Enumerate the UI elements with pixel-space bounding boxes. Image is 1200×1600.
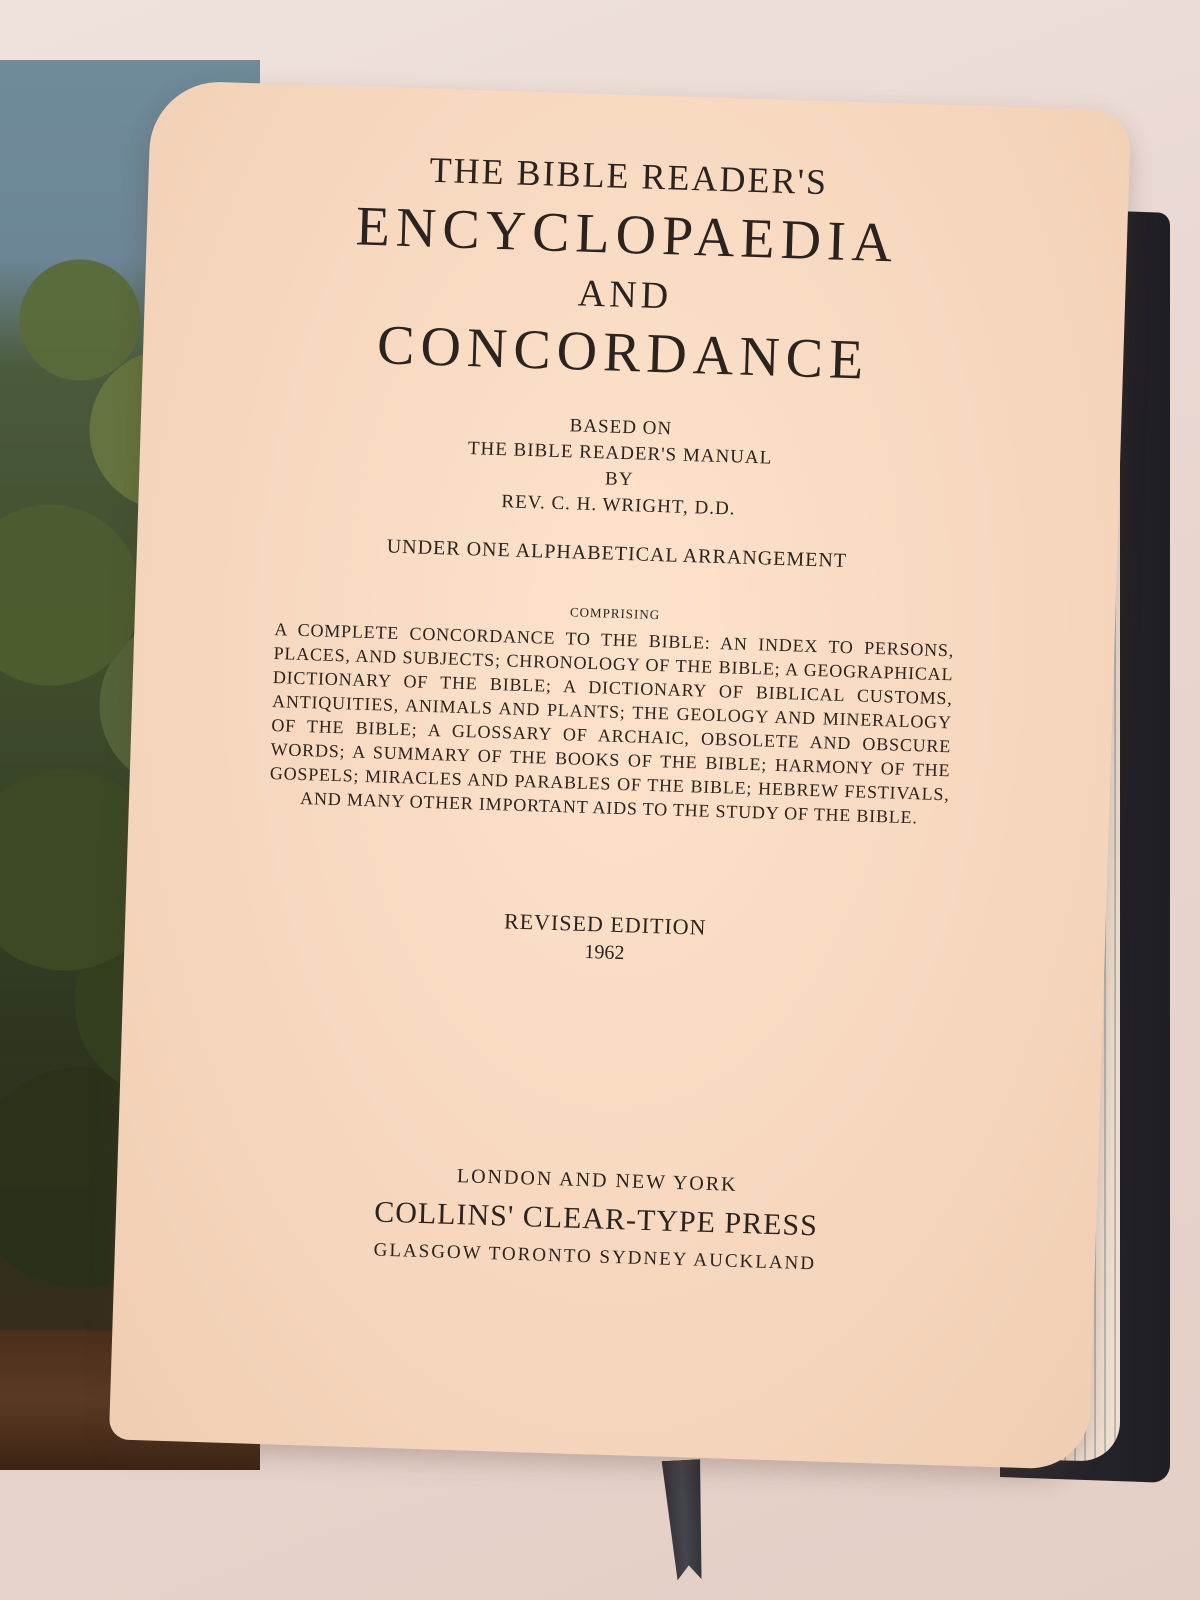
title-line-4: CONCORDANCE: [376, 314, 871, 392]
by-label: BY: [604, 468, 634, 491]
title-line-2: ENCYCLOPAEDIA: [354, 195, 900, 275]
publisher-place: LONDON AND NEW YORK: [456, 1165, 738, 1196]
contents-description: A COMPLETE CONCORDANCE TO THE BIBLE: AN INDEX TO PERSONS, PLACES, AND SUBJECTS; CHRONOLOGY OF THE BIBLE; A GEOGRAPHICAL DICTIONARY OF THE BIBLE; A DICTIONARY OF BIBLICAL CUSTOMS, ANTIQUITIES, ANIMALS AND PLANTS; THE GEOLOGY AND MINERALOGY OF THE BIBLE; A GLOSSARY OF ARCHAIC, OBSOLETE AND OBSCURE WORDS; A SUMMARY OF THE BOOKS OF THE BIBLE; HARMONY OF THE GOSPELS; MIRACLES AND PARABLES OF THE BIBLE; HEBREW FESTIVALS, AND MANY OTHER IMPORTANT AIDS TO THE STUDY OF THE BIBLE.: [269, 619, 955, 828]
author: REV. C. H. WRIGHT, D.D.: [501, 491, 736, 520]
bookmark-ribbon: [657, 1459, 711, 1581]
edition-year: 1962: [584, 940, 625, 965]
arrangement: UNDER ONE ALPHABETICAL ARRANGEMENT: [386, 535, 848, 573]
edition: REVISED EDITION: [503, 908, 707, 940]
publisher-cities: GLASGOW TORONTO SYDNEY AUCKLAND: [373, 1239, 817, 1275]
title-line-1: THE BIBLE READER'S: [429, 149, 829, 203]
manual-title: THE BIBLE READER'S MANUAL: [467, 438, 773, 469]
publisher-name: COLLINS' CLEAR-TYPE PRESS: [373, 1195, 819, 1243]
title-line-3: AND: [577, 272, 673, 318]
title-page: [109, 80, 1131, 1470]
title-page-text: [235, 144, 990, 1280]
based-on: BASED ON: [569, 415, 673, 440]
comprising-label: COMPRISING: [569, 604, 661, 623]
